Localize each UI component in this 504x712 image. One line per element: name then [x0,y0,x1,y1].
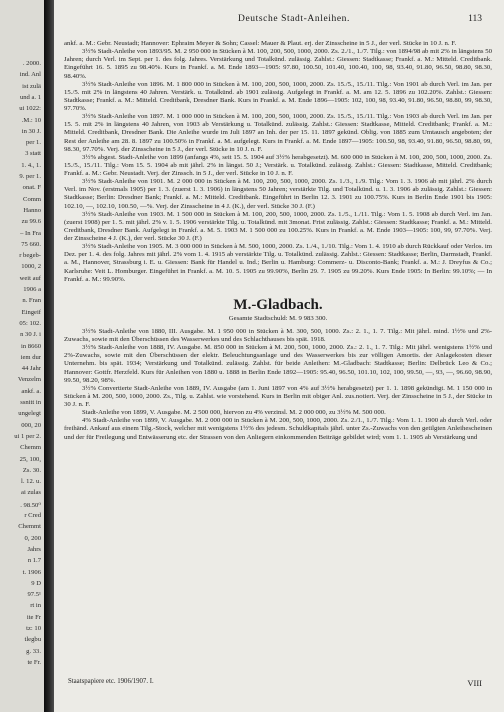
left-page-fragment: Chemmt [18,523,41,531]
left-page-fragment: 9 D [31,579,41,587]
left-page-fragment: 1906 a [23,286,41,293]
left-page-fragment: Venzelm [17,376,41,384]
left-page-fragment: in 30 J. [21,127,41,135]
left-page-fragment: 0, 200 [24,534,41,542]
left-page-fragment: Eingeif [21,308,41,316]
paragraph: Stadt-Anleihe von 1899, V. Ausgabe. M. 2 500 000, hiervon zu 4% verzinsl. M. 2 000 000, zu 3½% M. 500 000. [82,409,386,417]
footer-signature: VIII [467,678,482,688]
left-page-fragment: ai zulas [21,489,41,497]
paragraph: 3½% Stadt-Anleihe von 1888, IV. Ausgabe. M. 850 000 in Stücken à M. 200, 500, 1000, 2000. Zs.: 2. 1., 1. 7. Tilg.: Mit jährl. wenigstens 1½% und 2%-Zuwachs, sowie mit den Überschüssen der elektr. Beleuchtungsanlage und des Wasserwerkes bis zur völligen Amortis. der Anlagekosten dieser Unternehm. bis spät. 1934; Verstärkung und Totalkünd. zulässig. Zahlst. für beide Anleihen: M.-Gladbach: Stadtkasse; Berlin: Delbrück Leo & Co.; Hannover: Gottfr. Herzfeld. Kurs für Anleihen von 1880 u. 1888 in Berlin Ende 1892—1905: 95.40, 96.50, 101.10, 102, 100, 99.50, —, 93, —, 96.60, 98.90, 99.50, 98.20, 98%. [64,344,492,384]
left-page-fragment: 97.5¹ [27,591,41,599]
left-page-fragment: ist zulä [22,82,41,90]
left-page-fragment: ankf. a. [21,387,41,395]
left-page-fragment: ui 1022: [19,105,41,113]
page-header [106,14,482,28]
left-page-fragment: Hanno [23,206,41,214]
left-page-fragment: und a. 1 [19,93,41,101]
left-page-fragment: weit auf [19,274,41,282]
left-page-fragment: Jahrs [27,545,41,553]
left-page-fragment: 44 Jahr [21,365,41,373]
left-page-fragment: 9. per 1. [19,173,41,180]
left-page-fragment: iem dur [20,353,41,361]
left-page-fragment: Chemm [20,444,41,452]
footer-publication: Staatspapiere etc. 1906/1907. I. [68,678,154,685]
left-page-fragment: r Cred [24,512,41,519]
left-page-fragment: ssnitt in [20,399,41,406]
left-page-fragment: t. 1906 [22,568,41,576]
running-title: Deutsche Stadt-Anleihen. [237,14,350,24]
left-page-fragment: 25, 100, [19,455,41,463]
page-number: 113 [468,14,482,24]
paragraph: 3½% Stadt-Anleihe von 1901. M. 2 000 000 in Stücken à M. 100, 200, 500, 1000, 2000. Zs. 1./3., 1./9. Tilg.: Vom 1. 3. 1906 ab mit jährl. 2% durch Verl. im Nov. (erstmals 1905) per 1. 3. (zuerst 1. 3. 1906) in längstens 50 Jahren; verstärkte Tilg. und Totalkünd. u. 1. 3. 1906 ab zulässig. Zahlst.: Giessen: Stadtkasse; Berlin: Dresdner Bank; Frankf. a. M.: Mitteld. Creditbank. Eingeführt in Berlin 12. 3. 1901 zu 100.75%. Kurs in Berlin Ende 1901 bis 1905: 102.10, —, 102.10, 100.50, —%. Verj. der Zinsscheine in 4 J. (K.), der verl. Stücke 30 J. (F.) [64,178,492,210]
right-page [54,0,504,712]
left-page-fragment: ite Fr [26,613,41,621]
left-page-fragment: l. 12. u. [21,478,41,486]
paragraph: 4% Stadt-Anleihe von 1899, V. Ausgabe. M. 2 000 000 in Stücken à M. 200, 500, 1000, 2000. Zs. 2./1., 1./7. Tilg.: Vom 1. 1. 1900 ab durch Verl. oder freihänd. Ankauf aus einem Tilg.-Stock, welcher mit wenigstens 1½% des jedesm. Schuldkapitals jährl. unter Zs.-Zuwachs von den getilgten Anleihescheinen und der für Freilegung und Entwässerung etc. der Strassen von den Anliegern einkommenden Beiträge gebildet wird; vom 1. 1. 1905 ab Verstärkung und [64,417,492,441]
left-page-fragment: .M.: 10 [21,116,41,124]
left-page-fragment: r begeb- [19,252,41,260]
left-page-fragment: n 30 J. i [20,331,41,339]
left-page-fragment: 75 660. [21,240,41,248]
left-page-fragment: onat. F [22,184,41,192]
left-page-fragment: tz: 10 [26,625,41,632]
left-page-fragment: ind. Anl [19,71,41,79]
paragraph: 3½% Stadt-Anleihe von 1896. M. 1 800 000 in Stücken à M. 100, 200, 500, 1000, 2000. Zs. 15./5., 15./11. Tilg.: Von 1901 ab durch Verl. im Jan. per 15./5. mit 2% in längstens 40 Jahren. Verstärk. u. Totalkünd. ab 1901 zulässig. Aufgelegt in Frankf. a. M. am 12. 5. 1896 zu 102.20%. Zahlst.: Giessen: Stadtkasse; Frankf. a. M.: Mitteld. Creditbank, Dresdner Bank. Kurs in Frankf. a. M. Ende 1896—1905: 102, 100, 98, 93.40, 91.80, 96.50, 98.80, 99, 98.30, 97.70%. [64,80,492,112]
paragraph: 3½% Stadt-Anleihe von 1905. M. 3 000 000 in Stücken à M. 500, 1000, 2000. Zs. 1./4., 1./10. Tilg.: Vom 1. 4. 1910 ab durch Rückkauf oder Verlos. im Dez. per 1. 4. des folg. Jahres mit jährl. 2% vom 1. 4. 1915 ab verstärkte Tilg. u. Totalkünd. zulässig. Zahlst.: Giessen: Stadtkasse; Berlin, Darmstadt, Frankf. a. M., Hannover, Strassburg i. E. u. Giessen: Bank für Handel u. Ind.; Berlin u. Hamburg: Commerz- u. Disconto-Bank; Frankf. a. M.: J. Dreyfus & Co.; Karlsruhe: Veit L. Homburger. Eingeführt in Frankf. a. M. 10. 5. 1905 zu 99.90%, Berlin 29. 7. 1905 zu 99.20%. Kurs Ende 1905: In Berlin: 99.10%; — In Frankf. a. M.: 99.90%. [64,243,492,283]
paragraph: 3½% Stadt-Anleihe von 1893/95. M. 2 950 000 in Stücken à M. 100, 200, 500, 1000, 2000. Zs. 2./1., 1./7. Tilg.: von 1894/98 ab mit 2% in längstens 50 Jahren; durch Verl. im Sept. per 1. des folg. Jahres. Verstärkung und Totalkünd. zulässig. Zahlst.: Giessen: Stadtkasse; Frankf. a. M.: Mitteld. Creditbank. Eingeführt 16. 5. 1895 zu 98.40%. Kurs in Frankf. a. M. Ende 1893—1905: 97.80, 100.50, 101.40, 100.40, 100, 98, 93.40, 91.80, 96.50, 98.80, 98.30, 98.40%. [64,48,492,80]
left-page-fragment: ui 1 per 2. [14,432,41,440]
left-page-fragment: – In Fra [20,229,41,237]
left-page-fragment: Zs. 30. [22,466,41,474]
left-page-fragment: Comm [23,195,41,203]
left-page-fragment: rt in [30,602,41,610]
city-heading: M.-Gladbach. [233,296,323,313]
left-page-fragment: 1. 4., 1. [21,161,41,169]
left-page-fragment: tlegbu [24,636,41,644]
left-page-fragment: in 8660 [21,342,41,350]
paragraph: 3½% Stadt-Anleihe von 1880, III. Ausgabe. M. 1 950 000 in Stücken à M. 300, 500, 1000. Zs.: 2. 1., 1. 7. Tilg.: Mit jährl. mind. 1½% und 2%-Zuwachs, sowie mit den Überschüssen des Wasserwerkes und des Schlachthauses bis spät. 1918. [64,327,492,343]
city-subtitle: Gesamte Stadtschuld: M. 9 983 300. [228,314,328,322]
paragraph: 3½% Stadt-Anleihe von 1903. M. 1 500 000 in Stücken à M. 100, 200, 500, 1000, 2000. Zs. 1./5., 1./11. Tilg.: Vom 1. 5. 1908 ab durch Verl. im Jan. (zuerst 1908) per 1. 5. mit jährl. 2% v. 1. 5. 1906 verstärkte Tilg. u. Totalkünd. mit 3monat. Frist zulässig. Zahlst.: Giessen: Stadtkasse; Frankf. a. M.: Mitteld. Creditbank, Dresdner Bank. Aufgelegt in Frankf. a. M. 5. 1903 M. 1 500 000 zu 100.25%. Kurs in Frankf. a. M. Ende 1903—1905: 100, 99, 97.70%. Verj. der Zinsscheine 4 J. (K.), der verl. Stücke 30 J. (F.) [64,210,492,242]
paragraph: 3½% abgest. Stadt-Anleihe von 1899 (anfangs 4%, seit 15. 5. 1904 auf 3½% herabgesetzt). M. 600 000 in Stücken à M. 100, 200, 500, 1000, 2000. Zs. 15./5., 15./11. Tilg.: Vom 15. 5. 1904 ab mit jährl. 2% in längst. 50 J.; Verstärk. u. Totalkünd. zulässig. Zahlst.: Giessen: Stadtkasse, Mitteld. Creditbank; Frankf. a. M.: Gebr. Neustadt. Verj. der Zinssch. in 5 J., der verl. Stücke in 10 J. n. F. [64,153,492,177]
left-page-fragment: ungelegt [18,410,41,418]
left-page-edge [0,0,44,712]
page-body [64,40,492,442]
paragraph: 3½% Stadt-Anleihe von 1897. M. 1 000 000 in Stücken à M. 100, 200, 500, 1000, 2000. Zs. 15./5., 15./11. Tilg.: Von 1903 ab durch Verl. im Jan. per 15. 5. mit 2% in längstens 40 Jahren, von 1903 ab Verstärkung u. Totalkünd. zulässig. Zahlst.: Giessen: Stadtkasse, Mitteld. Creditbank; Frankf. a. M.: Mitteld. Creditbank, Dresdner Bank. Die Anleihe wurde im Juli 1897 an Inh. der per 15. 11. 1897 gekünd. Oblig. von 1885 zum Umtausch angeboten; der Rest der Anleihe am 28. 8. 1897 zu 100.50% in Frankf. a. M. aufgelegt. Kurs in Frankf. a. M. Ende 1897—1905: 100.50, 98, 93.40, 91.80, 96.50, 98.80, 99, 98.30, 97.70%. Verj. der Zinsscheine in 5 J., der verl. Stücke in 10 J. n. F. [64,113,492,153]
left-page-fragment: . 2000. [22,60,41,67]
left-page-fragment: 000, 20 [21,421,41,429]
book-gutter [44,0,54,712]
left-page-fragment: 1000, 2 [21,263,41,271]
paragraph: ankf. a. M.: Gebr. Neustadt; Hannover: Ephraim Meyer & Sohn; Cassel: Mauer & Plaut. erj. der Zinsscheine in 5 J., der verl. Stücke in 10 J. n. F. [64,40,457,47]
left-page-fragment: 05: 102. [19,319,41,327]
left-page-fragment: zu 99.6 [21,218,41,226]
left-page-fragment: n. Fran [22,297,41,305]
left-page-fragment: per 1. [25,139,41,147]
left-page-fragment: n 1.7 [27,557,41,565]
left-page-fragment: te Fr. [27,658,41,666]
left-page-fragment: . 98.50⁰ [20,501,41,509]
paragraph: 3½% Convertierte Stadt-Anleihe von 1889, IV. Ausgabe (am 1. Juni 1897 von 4% auf 3½% herabgesetzt) per 1. 1. 1898 gekündigt. M. 1 150 000 in Stücken à M. 200, 500, 1000, 2000. Zs., Tilg. u. Zahlst. wie vorstehend. Kurs in Berlin mit obiger Anl. zus.notiert. Verj. der Zinsscheine in 5 J., der Stücke in 30 J. n. F. [64,384,492,408]
left-page-fragment: 3 statt [25,150,41,158]
left-page-fragment: g. 33. [26,647,41,655]
